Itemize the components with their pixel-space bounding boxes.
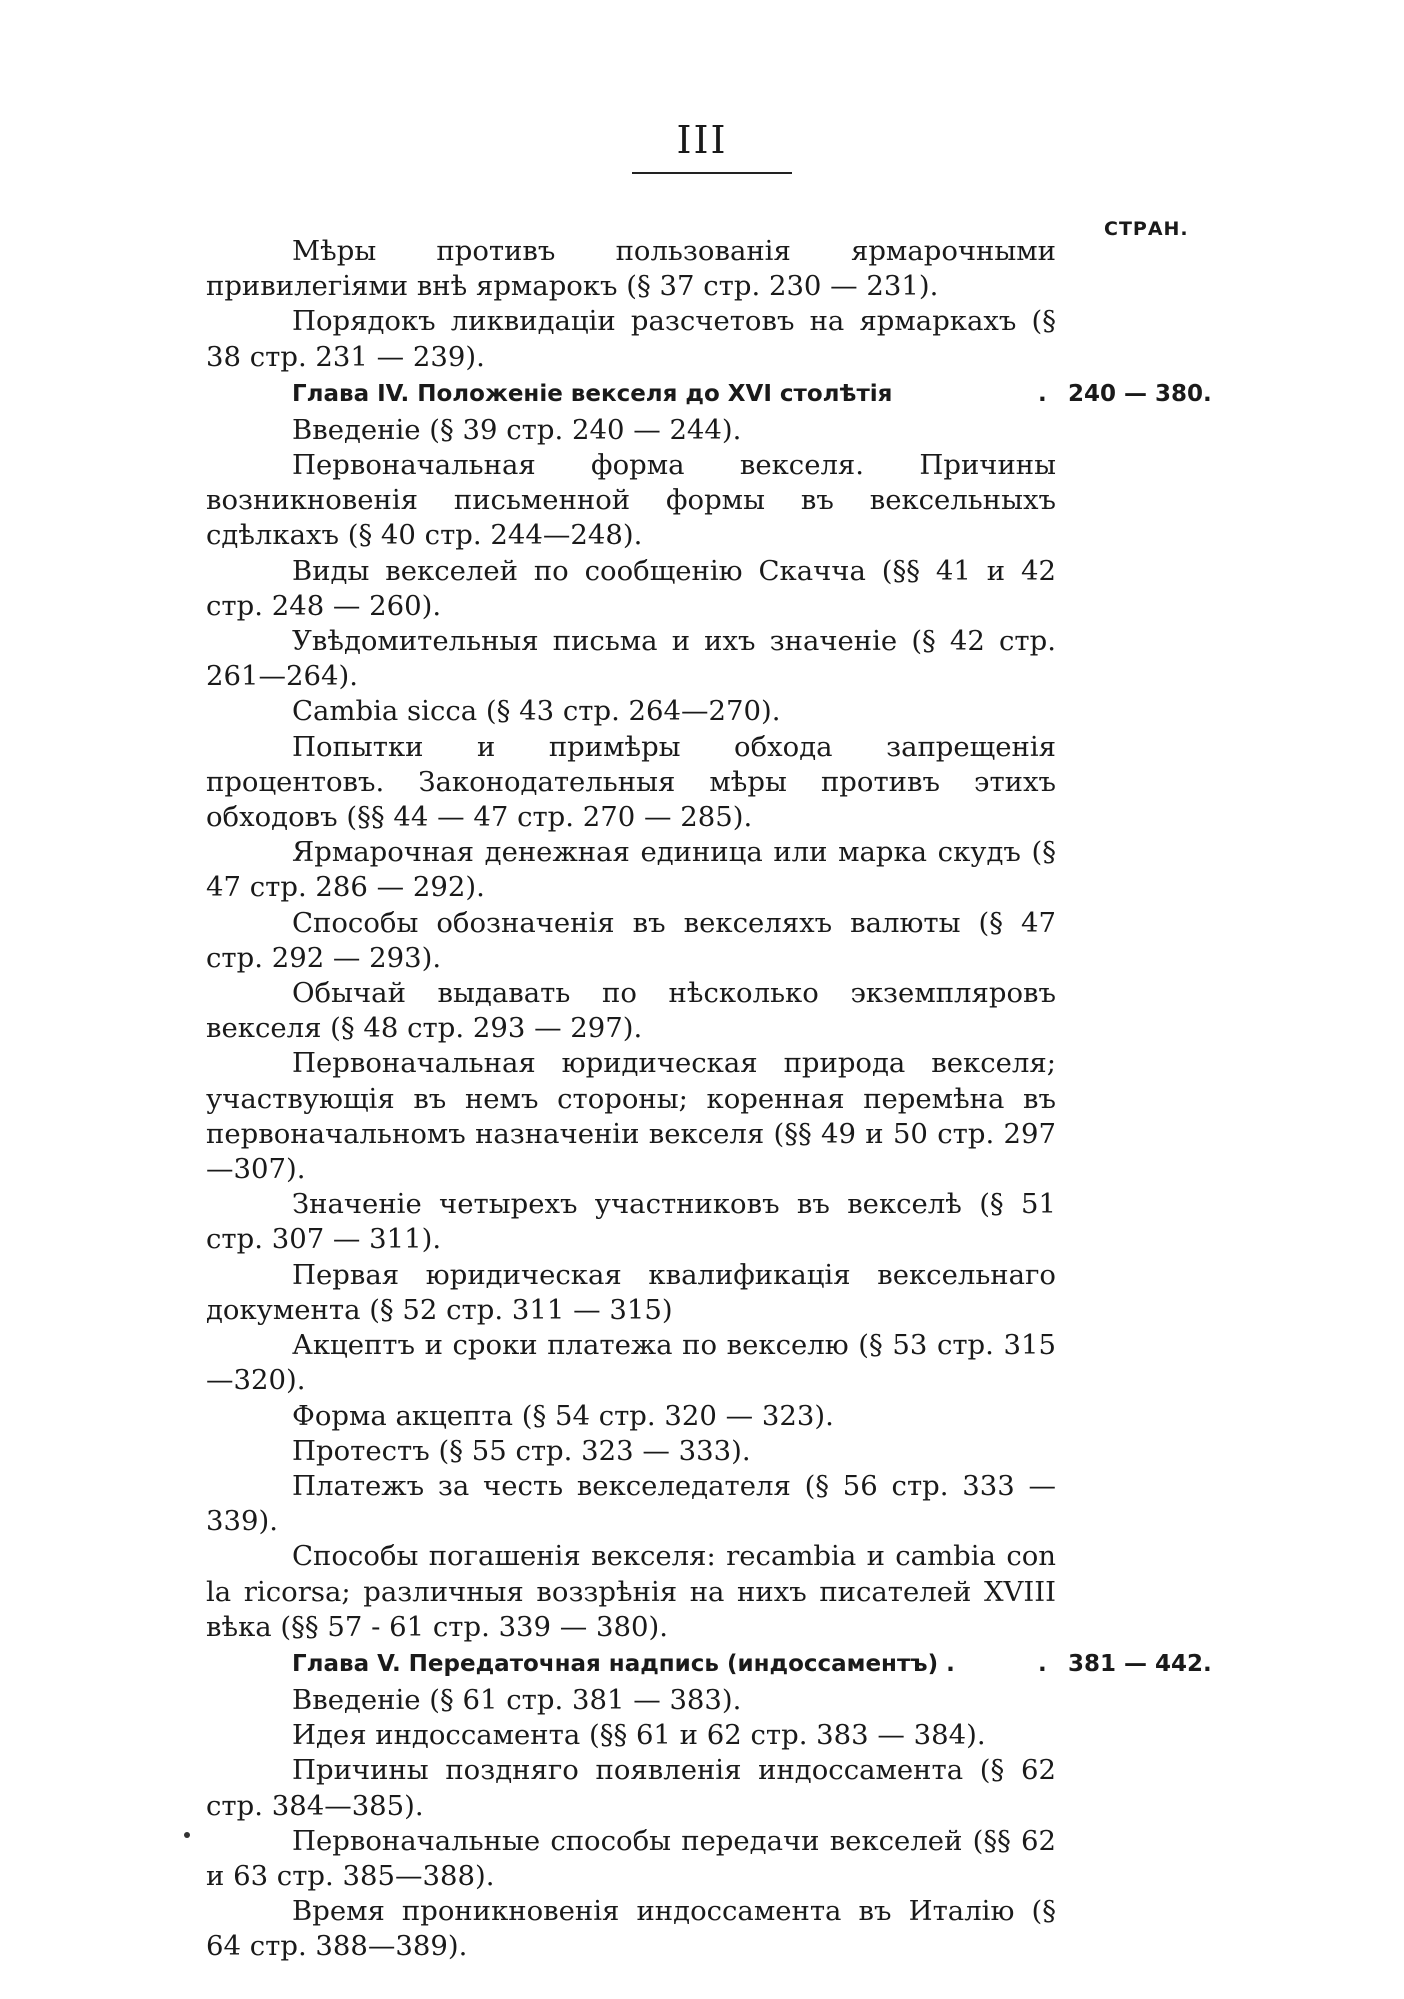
chapter-title: Глава IV. Положеніе векселя до XVI столѣтія <box>292 380 893 407</box>
toc-entry: Ярмарочная денежная единица или марка скудъ (§ 47 стр. 286 — 292). <box>206 836 1056 904</box>
toc-entry: Способы погашенія векселя: recambia и cambia con la ricorsa; различныя воззрѣнія на нихъ писателей XVIII вѣка (§§ 57 - 61 стр. 339 — 380). <box>206 1540 1056 1643</box>
page-number-rule <box>632 172 792 174</box>
leader-dot: . <box>1038 380 1047 407</box>
table-of-contents <box>206 234 1212 1965</box>
chapter-heading <box>206 377 1212 411</box>
chapter-page-range: 240 — 380. <box>1068 380 1212 407</box>
toc-entry: Платежъ за честь векселедателя (§ 56 стр. 333 — 339). <box>206 1469 1056 1538</box>
toc-entry: Порядокъ ликвидаціи разсчетовъ на ярмаркахъ (§ 38 стр. 231 — 239). <box>206 305 1056 373</box>
toc-entry: Акцептъ и сроки платежа по векселю (§ 53 стр. 315—320). <box>206 1329 1056 1397</box>
toc-entry: Причины поздняго появленія индоссамента (§ 62 стр. 384—385). <box>206 1754 1056 1822</box>
leader-dot: . <box>1038 1650 1047 1677</box>
chapter-page-range: 381 — 442. <box>1068 1650 1212 1677</box>
toc-entry: Время проникновенія индоссамента въ Италію (§ 64 стр. 388—389). <box>206 1895 1056 1963</box>
toc-entry: Способы обозначенія въ векселяхъ валюты (§ 47 стр. 292 — 293). <box>206 906 1056 974</box>
toc-entry: Форма акцепта (§ 54 стр. 320 — 323). <box>292 1399 834 1432</box>
toc-entry: Мѣры противъ пользованія ярмарочными привилегіями внѣ ярмарокъ (§ 37 стр. 230 — 231). <box>206 235 1056 303</box>
toc-entry: Виды векселей по сообщенію Скачча (§§ 41 и 42 стр. 248 — 260). <box>206 554 1056 622</box>
toc-entry: Первоначальная юридическая природа векселя; участвующія въ немъ стороны; коренная перемѣна въ первоначальномъ назначеніи векселя (§§ 49 и 50 стр. 297—307). <box>206 1047 1056 1186</box>
toc-entry: Cambia sicca (§ 43 стр. 264—270). <box>292 695 781 728</box>
toc-entry: Попытки и примѣры обхода запрещенія процентовъ. Законодательныя мѣры противъ этихъ обходовъ (§§ 44 — 47 стр. 270 — 285). <box>206 730 1056 834</box>
ink-speck <box>184 1832 190 1838</box>
toc-entry: Идея индоссамента (§§ 61 и 62 стр. 383 — 384). <box>292 1719 986 1752</box>
pages-column-header: СТРАН. <box>1104 218 1189 240</box>
toc-entry: Первая юридическая квалификація вексельнаго документа (§ 52 стр. 311 — 315) <box>206 1258 1056 1326</box>
chapter-title: Глава V. Передаточная надпись (индоссаментъ) . <box>292 1650 955 1677</box>
toc-entry: Обычай выдавать по нѣсколько экземпляровъ векселя (§ 48 стр. 293 — 297). <box>206 977 1056 1045</box>
toc-entry: Первоначальные способы передачи векселей (§§ 62 и 63 стр. 385—388). <box>206 1824 1056 1892</box>
toc-entry: Значеніе четырехъ участниковъ въ векселѣ (§ 51 стр. 307 — 311). <box>206 1188 1056 1256</box>
toc-entry: Введеніе (§ 39 стр. 240 — 244). <box>292 413 742 446</box>
page-number: III <box>676 118 728 162</box>
toc-entry: Протестъ (§ 55 стр. 323 — 333). <box>292 1434 751 1467</box>
toc-entry: Введеніе (§ 61 стр. 381 — 383). <box>292 1683 742 1716</box>
toc-entry: Первоначальная форма векселя. Причины возникновенія письменной формы въ вексельныхъ сдѣлкахъ (§ 40 стр. 244—248). <box>206 449 1056 552</box>
toc-entry: Увѣдомительныя письма и ихъ значеніе (§ 42 стр. 261—264). <box>206 625 1056 693</box>
chapter-heading <box>206 1647 1212 1681</box>
